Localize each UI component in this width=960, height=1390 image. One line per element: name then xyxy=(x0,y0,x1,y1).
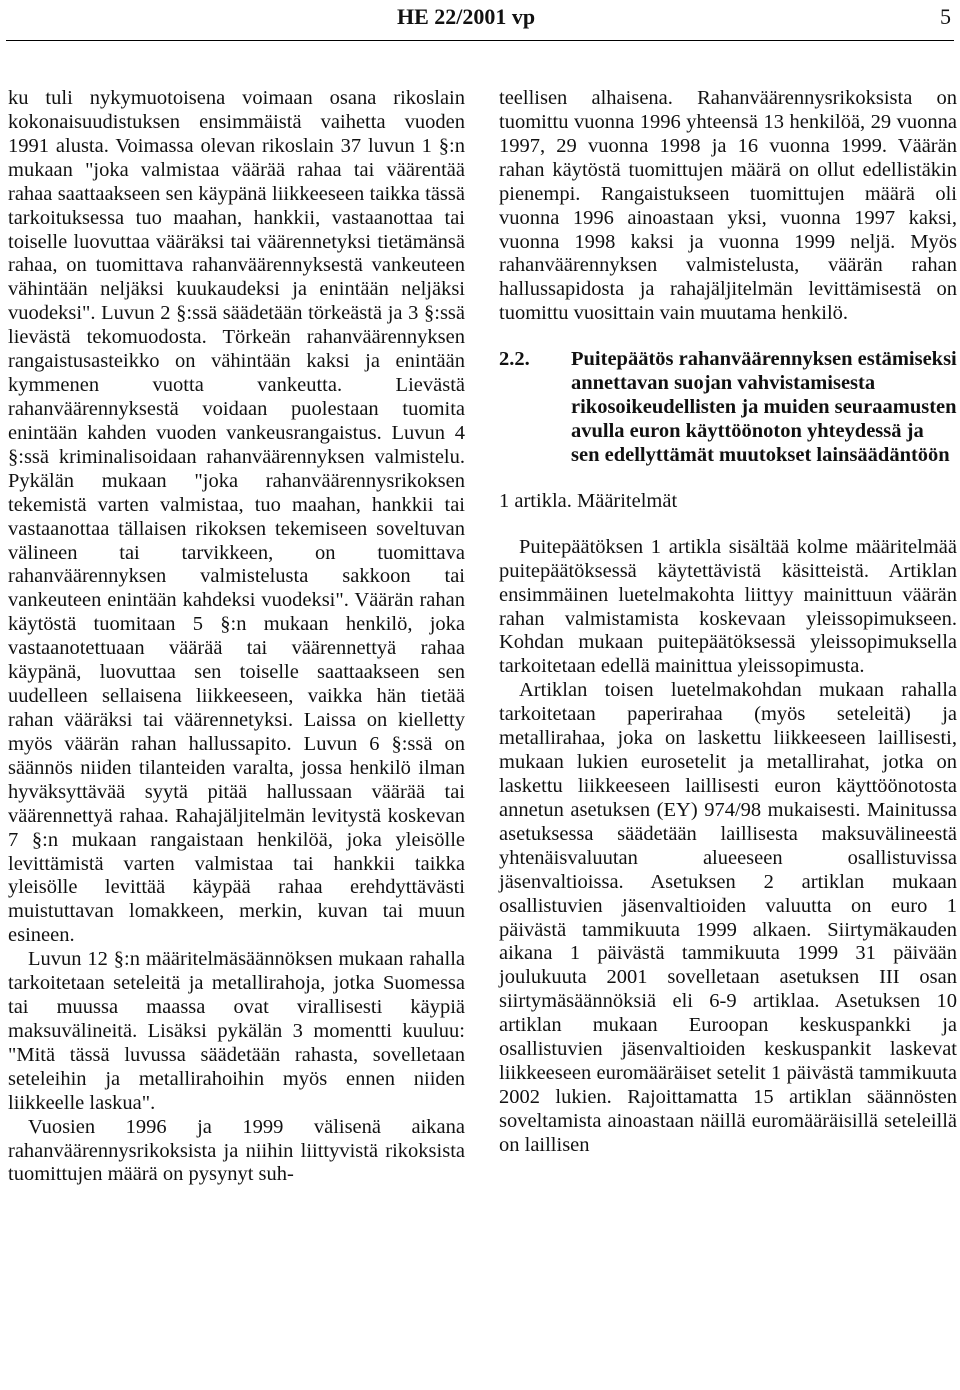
right-paragraph-2: Artiklan toisen luetelmakohdan mukaan rahalla tarkoitetaan paperirahaa (myös seteleitä) ja metallirahaa, joka on laskettu liikkeeseen laillisesti, mukaan lukien eurosetelit ja metallirahat, jotka on laskettu liikkeeseen laillisesti euron käyttöönotosta annetun asetuksen (EY) 974/98 mukaisesti. Mainitussa asetuksessa säädetään laillisesta maksuvälineestä yhtenäisvaluutan alueeseen osallistuvissa jäsenvaltioissa. Asetuksen 2 artiklan mukaan osallistuvien jäsenvaltioiden valuutta on euro 1 päivästä tammikuuta 1999 alkaen. Siirtymäkauden aikana 1 päivästä tammikuuta 1999 31 päivään joulukuuta 2001 sovelletaan asetuksen III osan siirtymäsäännöksiä eli 6-9 artiklaa. Asetuksen 10 artiklan mukaan Euroopan keskuspankki ja osallistuvien jäsenvaltioiden keskuspankit laskevat liikkeeseen euromääräiset setelit 1 päivästä tammikuuta 2002 lukien. Rajoittamatta 15 artiklan säännösten soveltamista ainoastaan näillä euromääräisillä seteleillä on laillisen xyxy=(499,679,957,1156)
right-intro-paragraph: teellisen alhaisena. Rahanväärennysrikoksista on tuomittu vuonna 1996 yhteensä 13 henkilöä, 29 vuonna 1997, 29 vuonna 1998 ja 16 vuonna 1999. Väärän rahan käytöstä tuomittujen määrä on ollut edellistäkin pienempi. Rangaistukseen tuomittujen määrä oli vuonna 1996 ainoastaan yksi, vuonna 1997 kaksi, vuonna 1998 kaksi ja vuonna 1999 neljä. Myös rahanväärennyksen valmistelusta, väärän rahan hallussapidosta ja rahajäljitelmän levittämisestä on tuomittu vuosittain vain muutama henkilö. xyxy=(499,87,957,325)
page-number: 5 xyxy=(940,4,951,29)
section-title: Puitepäätös rahanväärennyksen estämiseksi annettavan suojan vahvistamisesta rikosoikeudellisten ja muiden seuraamusten avulla euron käyttöönoton yhteydessä ja sen edellyttämät muutokset lainsäädäntöön xyxy=(571,348,957,466)
document-id: HE 22/2001 vp xyxy=(397,4,536,29)
spacer xyxy=(499,468,957,490)
right-column xyxy=(499,87,957,1158)
article-title: 1 artikla. Määritelmät xyxy=(499,489,678,512)
left-paragraph-1: ku tuli nykymuotoisena voimaan osana rikoslain kokonaisuudistuksen ensimmäistä vaihetta vuoden 1991 alusta. Voimassa olevan rikoslain 37 luvun 1 §:n mukaan "joka valmistaa väärää rahaa tai väärentää rahaa saattaakseen sen käypänä liikkeeseen taikka tässä tarkoituksessa tuo maahan, hankkii, vastaanottaa tai toiselle luovuttaa vääräksi tai väärennetyksi tietämänsä rahaa, on tuomittava rahanväärennyksestä vankeuteen vähintään neljäksi kuukaudeksi ja enintään neljäksi vuodeksi". Luvun 2 §:ssä säädetään törkeästä ja 3 §:ssä lievästä tekomuodosta. Törkeän rahanväärennyksen rangaistusasteikko on vähintään kaksi ja enintään kymmenen vuotta vankeutta. Lievästä rahanväärennyksestä voidaan puolestaan tuomita enintään kahden vuoden vankeusrangaistus. Luvun 4 §:ssä kriminalisoidaan rahanväärennyksen valmistelu. Pykälän mukaan "joka rahanväärennysrikoksen tekemistä varten valmistaa, tuo maahan, hankkii tai vastaanottaa tällaisen rikoksen tekemiseen soveltuvan välineen tai tarvikkeen, on tuomittava rahanväärennyksen valmistelusta sakkoon tai vankeuteen enintään kahdeksi vuodeksi". Väärän rahan käytöstä tuomitaan 5 §:n mukaan henkilö, joka vastaanotettuaan väärää tai väärennettyä rahaa käypänä, luovuttaa sen toiselle saattaakseen sen uudelleen sellaisena liikkeeseen, vaikka hän tietää rahan vääräksi tai väärennetyksi. Laissa on kielletty myös väärän rahan hallussapito. Luvun 6 §:ssä on säännös niiden tilanteiden varalta, jossa henkilö ilman hyväksyttävää syytä pitää hallussaan väärää tai väärennettyä rahaa. Rahajäljitelmän levitystä koskevan 7 §:n mukaan rangaistaan henkilöä, joka yleisölle levittämistä varten valmistaa tai hankkii taikka yleisölle levittää käypää rahaa erehdyttävästi muistuttavan lomakkeen, merkin, kuvan tai muun esineen. xyxy=(8,87,465,947)
section-number: 2.2. xyxy=(499,348,530,371)
spacer xyxy=(499,326,957,348)
spacer xyxy=(499,514,957,536)
left-paragraph-2: Luvun 12 §:n määritelmäsäännöksen mukaan rahalla tarkoitetaan seteleitä ja metallirahoja, jotka Suomessa tai muussa maassa ovat virallisesti käypiä maksuvälineitä. Lisäksi pykälän 3 momentti kuuluu: "Mitä tässä luvussa säädetään rahasta, sovelletaan seteleihin ja metallirahoihin myös ennen niiden liikkeelle laskua". xyxy=(8,948,465,1114)
header-rule xyxy=(6,40,954,41)
section-heading xyxy=(499,348,957,468)
left-column xyxy=(8,87,465,1187)
right-paragraph-1: Puitepäätöksen 1 artikla sisältää kolme määritelmää puitepäätöksessä käytettävistä käsitteistä. Artiklan ensimmäinen luetelmakohta liittyy mainittuun väärän rahan valmistamista koskevaan yleissopimukseen. Kohdan mukaan puitepäätöksessä yleissopimuksella tarkoitetaan edellä mainittua yleissopimusta. xyxy=(499,535,957,678)
left-paragraph-3: Vuosien 1996 ja 1999 välisenä aikana rahanväärennysrikoksista ja niihin liittyvistä rikoksista tuomittujen määrä on pysynyt suh- xyxy=(8,1115,465,1186)
page-header xyxy=(0,4,960,32)
